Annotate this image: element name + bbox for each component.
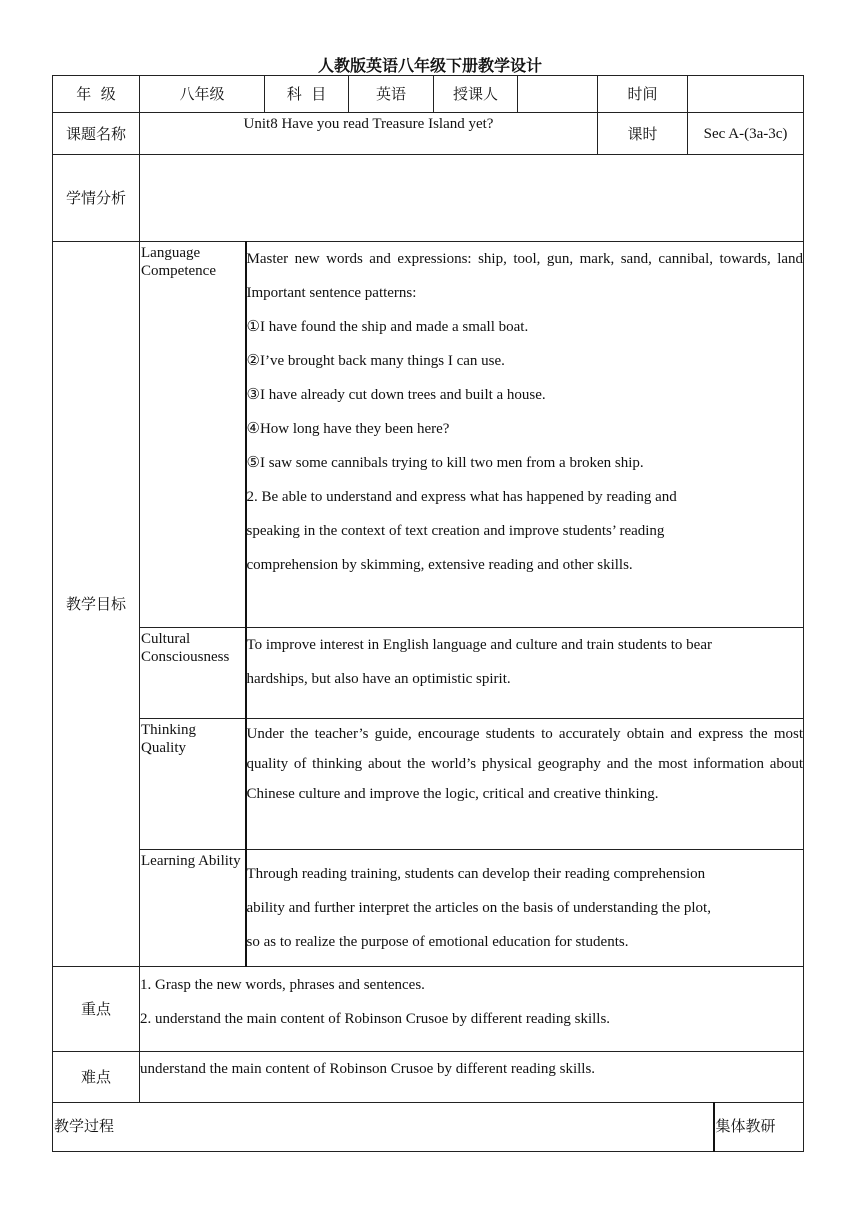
text-line: comprehension by skimming, extensive reading and other skills. (246, 557, 633, 573)
header-row (53, 76, 804, 113)
text-line: hardships, but also have an optimistic spirit. (246, 671, 511, 687)
text-line: ①I have found the ship and made a small boat. (246, 319, 529, 335)
text-line: 1. Grasp the new words, phrases and sentences. (140, 977, 425, 993)
subject-value: 英语 (349, 76, 434, 113)
text-line: speaking in the context of text creation and improve students’ reading (246, 523, 665, 539)
topic-value: Unit8 Have you read Treasure Island yet? (140, 113, 598, 155)
text-line: ability and further interpret the articles on the basis of understanding the plot, (246, 900, 711, 916)
period-value: Sec A-(3a-3c) (688, 113, 804, 155)
text-line: ③I have already cut down trees and built a house. (246, 387, 546, 403)
thinking-quality-label: Thinking Quality (140, 719, 246, 850)
subject-label: 科 目 (265, 76, 349, 113)
lesson-plan-table (52, 75, 804, 1152)
objective-cultural-row (53, 628, 804, 719)
objectives-label: 教学目标 (53, 242, 140, 967)
language-competence-label: Language Competence (140, 242, 246, 628)
grade-value: 八年级 (140, 76, 265, 113)
research-label: 集体教研 (714, 1103, 804, 1152)
text-line: Master new words and expressions: ship, tool, gun, mark, sand, cannibal, towards, land (246, 251, 804, 267)
analysis-value[interactable] (140, 155, 804, 242)
text-line: ④How long have they been here? (246, 421, 450, 437)
teacher-value[interactable] (518, 76, 598, 113)
process-label: 教学过程 (53, 1103, 714, 1152)
learning-ability-label: Learning Ability (140, 850, 246, 967)
objective-learning-row (53, 850, 804, 967)
document-title: 人教版英语八年级下册教学设计 (317, 56, 542, 75)
difficulties-row (53, 1052, 804, 1103)
text-paragraph: Under the teacher’s guide, encourage students to accurately obtain and express the most quality of thinking about the world’s physical geography and the most information about Chinese culture and improve the logic, critical and creative thinking. (246, 726, 804, 802)
key-points-row (53, 967, 804, 1052)
language-competence-text (246, 242, 804, 628)
teacher-label: 授课人 (434, 76, 518, 113)
analysis-label: 学情分析 (53, 155, 140, 242)
thinking-quality-text (246, 719, 804, 850)
topic-row (53, 113, 804, 155)
key-points-label: 重点 (53, 967, 140, 1052)
grade-label: 年 级 (53, 76, 140, 113)
text-line: 2. understand the main content of Robinson Crusoe by different reading skills. (140, 1011, 611, 1027)
objective-language-row (53, 242, 804, 628)
key-points-text (140, 967, 804, 1052)
cultural-consciousness-label: Cultural Consciousness (140, 628, 246, 719)
difficulties-text: understand the main content of Robinson Crusoe by different reading skills. (140, 1052, 804, 1103)
process-row (53, 1103, 804, 1152)
time-label: 时间 (598, 76, 688, 113)
time-value[interactable] (688, 76, 804, 113)
text-line: ⑤I saw some cannibals trying to kill two men from a broken ship. (246, 455, 644, 471)
text-line: ②I’ve brought back many things I can use. (246, 353, 505, 369)
difficulties-label: 难点 (53, 1052, 140, 1103)
cultural-consciousness-text (246, 628, 804, 719)
objective-thinking-row (53, 719, 804, 850)
text-line: Through reading training, students can develop their reading comprehension (246, 866, 706, 882)
topic-label: 课题名称 (53, 113, 140, 155)
analysis-row (53, 155, 804, 242)
text-line: Important sentence patterns: (246, 285, 417, 301)
period-label: 课时 (598, 113, 688, 155)
text-line: 2. Be able to understand and express what has happened by reading and (246, 489, 677, 505)
text-line: so as to realize the purpose of emotional education for students. (246, 934, 629, 950)
learning-ability-text (246, 850, 804, 967)
text-line: To improve interest in English language and culture and train students to bear (246, 637, 712, 653)
